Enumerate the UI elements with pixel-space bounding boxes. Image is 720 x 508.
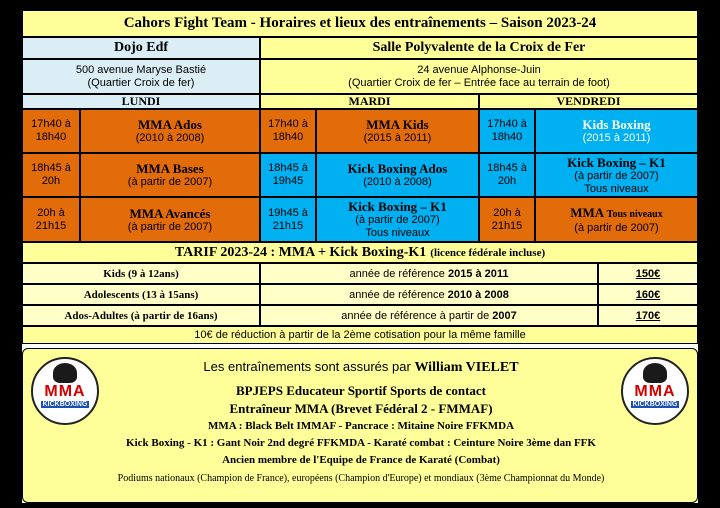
- time-slot: 18h45 à 20h: [22, 153, 80, 197]
- class-name: MMA Ados: [138, 117, 202, 132]
- coach-line: Entraîneur MMA (Brevet Fédéral 2 - FMMAF): [229, 401, 493, 416]
- class-years: (à partir de 2007): [355, 214, 440, 226]
- page-title: Cahors Fight Team - Horaires et lieux des entraînements – Saison 2023-24: [22, 10, 698, 37]
- venue-dojo-name: Dojo Edf: [22, 37, 260, 59]
- discount-note: 10€ de réduction à partir de la 2ème cotisation pour la même famille: [22, 326, 698, 344]
- class-name: Kick Boxing Ados: [347, 161, 448, 176]
- class-years: (2015 à 2011): [363, 132, 432, 144]
- coach-line: MMA : Black Belt IMMAF - Pancrace : Mitaine Noire FFKMDA: [207, 420, 515, 432]
- coach-intro: Les entraînements sont assurés par William VIELET: [203, 359, 519, 375]
- class-level: Tous niveaux: [365, 227, 430, 239]
- class-name: Kick Boxing – K1: [348, 199, 447, 214]
- class-cell: [80, 197, 260, 242]
- time-slot: 17h40 à 18h40: [479, 109, 535, 153]
- venue-dojo-address: 500 avenue Maryse Bastié (Quartier Croix de fer): [22, 59, 260, 94]
- class-years: (2010 à 2008): [363, 176, 432, 188]
- tarif-price: 170€: [598, 305, 698, 326]
- time-slot: 18h45 à 20h: [479, 153, 535, 197]
- class-name: MMA Kids: [366, 117, 429, 132]
- class-cell: [80, 153, 260, 197]
- tarif-price: 150€: [598, 263, 698, 284]
- day-header-mardi: MARDI: [260, 94, 479, 109]
- club-logo-right: MMA KICKBOXING: [621, 357, 689, 425]
- class-cell: [316, 153, 479, 197]
- time-slot: 20h à 21h15: [479, 197, 535, 242]
- schedule-sheet: [22, 10, 698, 503]
- tarif-category: Ados-Adultes (à partir de 16ans): [22, 305, 260, 326]
- class-name: Kick Boxing – K1: [567, 154, 666, 170]
- time-slot: 17h40 à 18h40: [22, 109, 80, 153]
- club-logo-left: MMA KICKBOXING: [31, 357, 99, 425]
- coach-panel: [22, 348, 698, 503]
- tarif-category: Kids (9 à 12ans): [22, 263, 260, 284]
- class-name: MMA Tous niveaux: [570, 204, 663, 220]
- class-years: (à partir de 2007): [127, 220, 213, 233]
- tarif-category: Adolescents (13 à 15ans): [22, 284, 260, 305]
- coach-line: BPJEPS Educateur Sportif Sports de contact: [235, 383, 486, 398]
- tarif-reference: année de référence à partir de 2007: [260, 305, 598, 326]
- coach-name: William VIELET: [414, 360, 519, 375]
- time-slot: 18h45 à 19h45: [260, 153, 316, 197]
- class-cell: [535, 197, 698, 242]
- coach-line: Kick Boxing - K1 : Gant Noir 2nd degré FFKMDA - Karaté combat : Ceinture Noire 3ème dan FFK: [126, 437, 596, 449]
- venue-salle-address: 24 avenue Alphonse-Juin (Quartier Croix de fer – Entrée face au terrain de foot): [260, 59, 698, 94]
- class-cell: [316, 197, 479, 242]
- tarif-price: 160€: [598, 284, 698, 305]
- day-header-lundi: LUNDI: [22, 94, 260, 109]
- venue-salle-name: Salle Polyvalente de la Croix de Fer: [260, 37, 698, 59]
- class-years: (2010 à 2008): [135, 132, 205, 144]
- tarif-reference: année de référence 2015 à 2011: [260, 263, 598, 284]
- class-cell: [535, 153, 698, 197]
- class-cell: [535, 109, 698, 153]
- coach-footer: Podiums nationaux (Champion de France), européens (Champion d'Europe) et mondiaux (3ème Championnat du Monde): [117, 473, 605, 484]
- coach-line: Ancien membre de l'Equipe de France de Karaté (Combat): [222, 454, 500, 466]
- class-years: (à partir de 2007): [574, 221, 659, 234]
- class-cell: [316, 109, 479, 153]
- day-header-vendredi: VENDREDI: [479, 94, 698, 109]
- time-slot: 20h à 21h15: [22, 197, 80, 242]
- class-cell: [80, 109, 260, 153]
- class-name: Kids Boxing: [582, 117, 651, 132]
- class-years: (à partir de 2007): [574, 169, 659, 182]
- tarif-reference: année de référence 2010 à 2008: [260, 284, 598, 305]
- class-years: (2015 à 2011): [582, 132, 651, 144]
- class-name: MMA Bases: [136, 161, 204, 176]
- class-level: Tous niveaux: [584, 182, 649, 195]
- time-slot: 19h45 à 21h15: [260, 197, 316, 242]
- tarif-header: TARIF 2023-24 : MMA + Kick Boxing-K1 (licence fédérale incluse): [22, 242, 698, 263]
- time-slot: 17h40 à 18h40: [260, 109, 316, 153]
- class-name: MMA Avancés: [129, 205, 211, 221]
- class-years: (à partir de 2007): [127, 176, 213, 188]
